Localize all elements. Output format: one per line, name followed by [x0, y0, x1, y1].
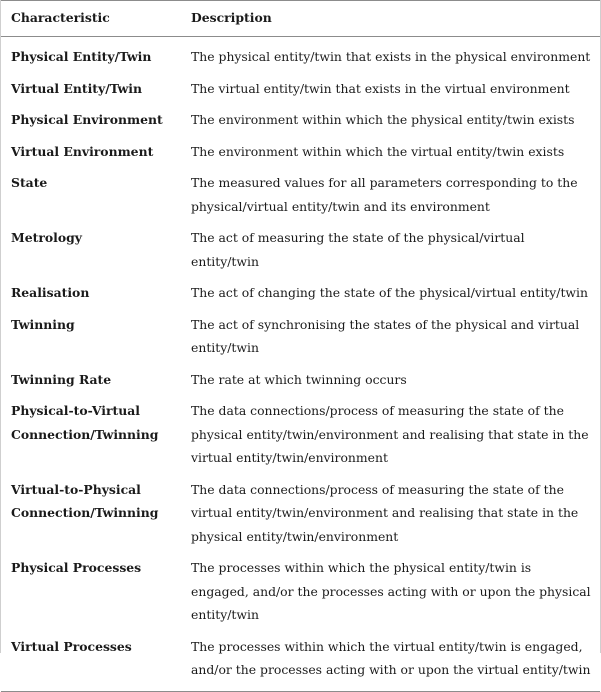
table-row: [1, 313, 600, 368]
row-term: Physical Environment: [11, 112, 163, 127]
row-description: The environment within which the virtual entity/twin exists: [191, 143, 565, 159]
table-row: [1, 77, 600, 109]
row-description: The data connections/process of measuring the state of the physical entity/twin/environment and realising that state in the virtual entity/twin/environment: [191, 403, 589, 465]
row-description: The processes within which the virtual entity/twin is engaged, and/or the processes acting with or upon the virtual entity/twin: [182, 635, 600, 692]
table-row: [1, 108, 600, 140]
table-body: [1, 37, 600, 692]
row-term: State: [11, 175, 48, 190]
row-description: The act of measuring the state of the physical/virtual entity/twin: [191, 230, 525, 269]
table-row: [1, 478, 600, 557]
row-term: Virtual Environment: [11, 143, 154, 159]
row-description: The processes within which the physical entity/twin is engaged, and/or the processes acting with or upon the physical entity/twin: [191, 560, 591, 622]
table-header: [1, 1, 600, 37]
table-row: [1, 556, 600, 635]
header-description: Description: [182, 1, 600, 37]
row-description: The virtual entity/twin that exists in the virtual environment: [191, 80, 570, 96]
row-description: The data connections/process of measuring the state of the virtual entity/twin/environment and realising that state in the physical entity/twin/environment: [191, 481, 579, 544]
row-description: The environment within which the physical entity/twin exists: [191, 112, 575, 127]
row-term: Metrology: [11, 230, 82, 245]
row-description: The measured values for all parameters corresponding to the physical/virtual entity/twin and its environment: [191, 175, 578, 214]
row-term: Virtual Processes: [1, 635, 182, 692]
row-description: The act of changing the state of the physical/virtual entity/twin: [191, 285, 588, 300]
row-description: The rate at which twinning occurs: [191, 371, 407, 387]
row-term: Physical Processes: [11, 560, 142, 575]
table-row: [1, 226, 600, 281]
table-row: [1, 37, 600, 77]
table-row: [1, 171, 600, 226]
table-row: [1, 281, 600, 313]
table-row: [1, 399, 600, 478]
row-term: Virtual-to-Physical Connection/Twinning: [11, 481, 159, 520]
row-description: The act of synchronising the states of the physical and virtual entity/twin: [191, 316, 580, 355]
row-description: The physical entity/twin that exists in the physical environment: [191, 49, 591, 64]
characteristics-table: [1, 0, 600, 692]
row-term: Realisation: [11, 285, 90, 300]
table-row: [1, 635, 600, 692]
table-row: [1, 140, 600, 172]
row-term: Physical-to-Virtual Connection/Twinning: [11, 403, 159, 442]
header-row: [1, 1, 600, 37]
row-term: Physical Entity/Twin: [11, 49, 152, 64]
header-characteristic: Characteristic: [1, 1, 182, 37]
row-term: Twinning: [11, 316, 75, 332]
table-row: [1, 368, 600, 400]
row-term: Twinning Rate: [11, 371, 112, 387]
row-term: Virtual Entity/Twin: [11, 80, 142, 96]
